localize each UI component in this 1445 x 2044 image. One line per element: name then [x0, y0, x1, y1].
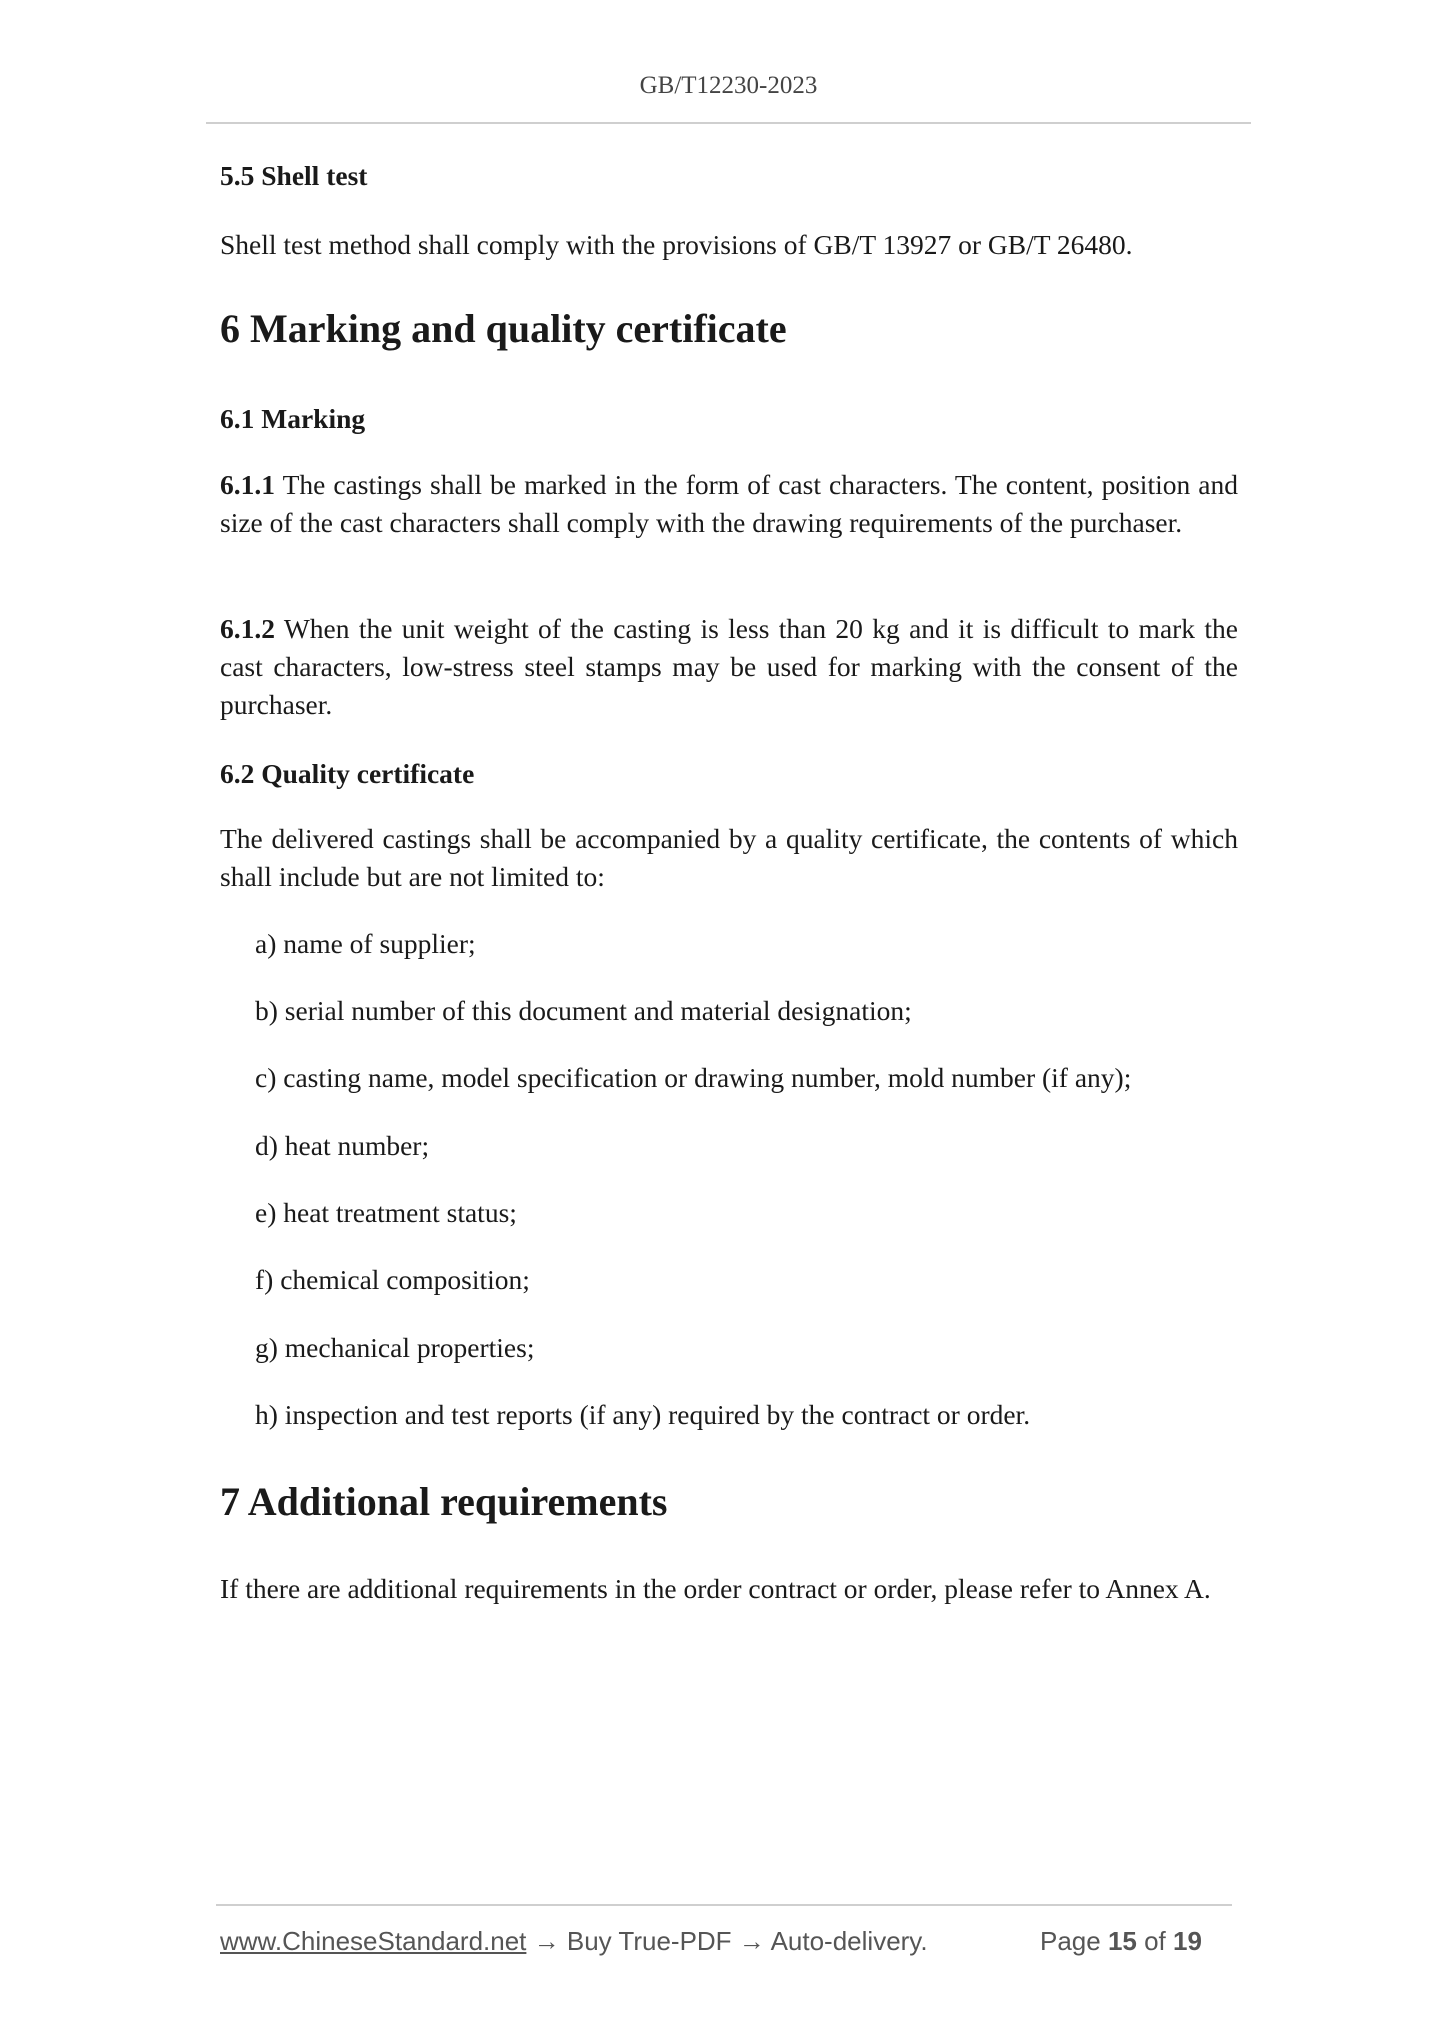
website-link[interactable]: www.ChineseStandard.net	[220, 1926, 527, 1956]
list-item: d) heat number;	[255, 1130, 430, 1161]
footer-promo	[220, 1926, 928, 1957]
section-6-2-heading: 6.2 Quality certificate	[220, 758, 475, 789]
section-7-paragraph: If there are additional requirements in the order contract or order, please refer to Annex A.	[220, 1573, 1211, 1604]
header-divider	[206, 122, 1251, 124]
list-item: g) mechanical properties;	[255, 1332, 535, 1363]
section-5-5-heading: 5.5 Shell test	[220, 160, 368, 191]
clause-6-1-2	[220, 610, 1238, 724]
list-item: c) casting name, model specification or drawing number, mold number (if any);	[255, 1062, 1132, 1093]
clause-number: 6.1.2	[220, 613, 275, 644]
section-6-2-intro: The delivered castings shall be accompanied by a quality certificate, the contents of which shall include but are not limited to:	[220, 823, 1238, 892]
clause-number: 6.1.1	[220, 469, 275, 500]
clause-text: When the unit weight of the casting is less than 20 kg and it is difficult to mark the cast characters, low-stress steel stamps may be used for marking with the consent of the purchaser.	[220, 613, 1238, 720]
list-item: a) name of supplier;	[255, 928, 476, 959]
page-label: Page	[1040, 1926, 1108, 1956]
list-item: h) inspection and test reports (if any) required by the contract or order.	[255, 1399, 1031, 1430]
page-of-label: of	[1136, 1926, 1174, 1956]
footer-divider	[216, 1904, 1232, 1906]
clause-6-1-1	[220, 466, 1238, 542]
page-total: 19	[1173, 1926, 1202, 1956]
footer-promo-text: → Buy True-PDF → Auto-delivery.	[526, 1926, 928, 1956]
clause-text: The castings shall be marked in the form of cast characters. The content, position and size of the cast characters shall comply with the drawing requirements of the purchaser.	[220, 469, 1238, 538]
section-5-5-paragraph: Shell test method shall comply with the provisions of GB/T 13927 or GB/T 26480.	[220, 229, 1133, 260]
page-current: 15	[1107, 1926, 1137, 1956]
section-6-heading: 6 Marking and quality certificate	[220, 306, 787, 351]
page-indicator	[1040, 1926, 1202, 1957]
running-header: GB/T12230-2023	[639, 72, 818, 99]
list-item: f) chemical composition;	[255, 1264, 530, 1295]
list-item: e) heat treatment status;	[255, 1197, 517, 1228]
list-item: b) serial number of this document and material designation;	[255, 995, 912, 1026]
section-6-1-heading: 6.1 Marking	[220, 403, 366, 434]
section-7-heading: 7 Additional requirements	[220, 1479, 668, 1524]
